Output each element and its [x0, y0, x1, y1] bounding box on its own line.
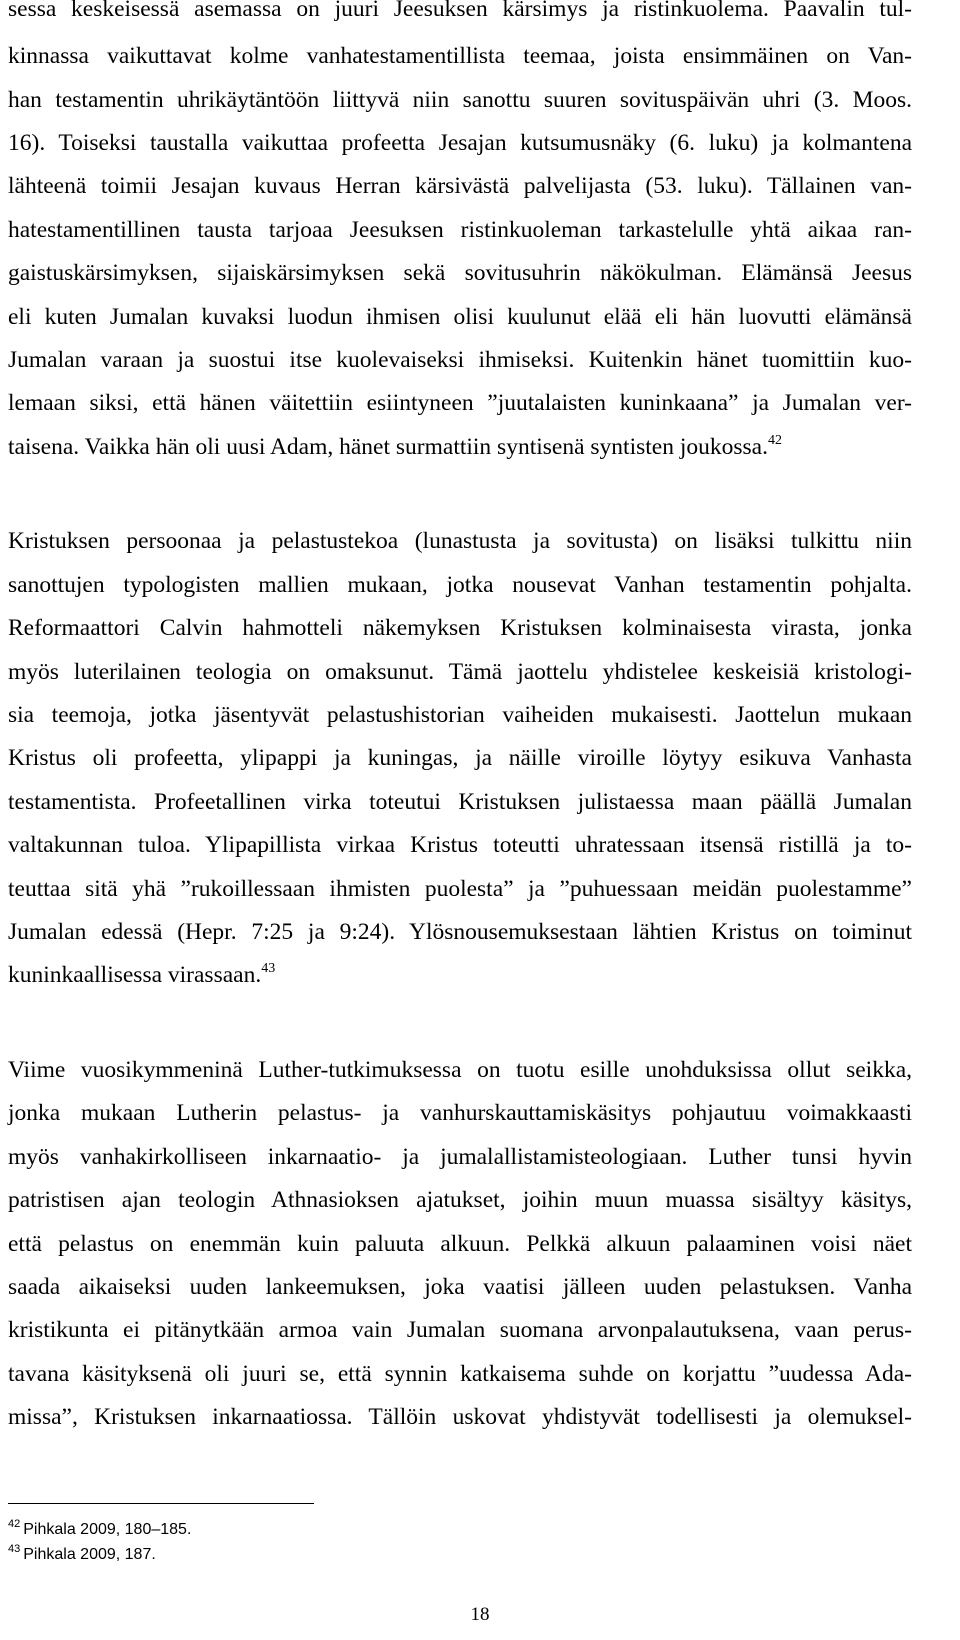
page-number: 18	[470, 1604, 490, 1625]
text-line: missa”, Kristuksen inkarnaatiossa. Tällöin uskovat yhdistyvät todellisesti ja olemuksel-	[8, 1404, 912, 1430]
text-line: saada aikaiseksi uuden lankeemuksen, joka vaatisi jälleen uuden pelastuksen. Vanha	[8, 1274, 912, 1300]
text-line: valtakunnan tuloa. Ylipapillista virkaa Kristus toteutti uhratessaan itsensä ristillä ja to-	[8, 832, 912, 858]
text-line: myös vanhakirkolliseen inkarnaatio- ja jumalallistamisteologiaan. Luther tunsi hyvin	[8, 1144, 912, 1170]
footnote-reference[interactable]: 42	[767, 433, 782, 448]
text-line-last	[8, 433, 912, 461]
text-line: sessa keskeisessä asemassa on juuri Jeesuksen kärsimys ja ristinkuolema. Paavalin tul-	[8, 0, 912, 22]
text-line: hatestamentillinen tausta tarjoaa Jeesuksen ristinkuoleman tarkastelulle yhtä aikaa ran-	[8, 217, 912, 243]
text-line: Jumalan varaan ja suostui itse kuolevaiseksi ihmiseksi. Kuitenkin hänet tuomittiin kuo-	[8, 347, 912, 373]
text-line-content: taisena. Vaikka hän oli uusi Adam, hänet surmattiin syntisenä syntisten joukossa.	[8, 434, 768, 460]
footnote-number: 43	[8, 1543, 21, 1555]
text-line: 16). Toiseksi taustalla vaikuttaa profeetta Jesajan kutsumusnäky (6. luku) ja kolmantena	[8, 130, 912, 156]
text-line: lemaan siksi, että hänen väitettiin esiintyneen ”juutalaisten kuninkaana” ja Jumalan ver-	[8, 390, 912, 416]
footnote-separator	[8, 1503, 314, 1504]
text-line: han testamentin uhrikäytäntöön liittyvä niin sanottu suuren sovituspäivän uhri (3. Moos.	[8, 87, 912, 113]
text-line: sia teemoja, jotka jäsentyvät pelastushistorian vaiheiden mukaisesti. Jaottelun mukaan	[8, 702, 912, 728]
text-line: että pelastus on enemmän kuin paluuta alkuun. Pelkkä alkuun palaaminen voisi näet	[8, 1231, 912, 1257]
text-line-content: kuninkaallisessa virassaan.	[8, 962, 262, 988]
text-line: sanottujen typologisten mallien mukaan, jotka nousevat Vanhan testamentin pohjalta.	[8, 572, 912, 598]
text-line: Kristuksen persoonaa ja pelastustekoa (lunastusta ja sovitusta) on lisäksi tulkittu niin	[8, 528, 912, 554]
text-line: kristikunta ei pitänytkään armoa vain Jumalan suomana arvonpalautuksena, vaan perus-	[8, 1317, 912, 1343]
text-line: Reformaattori Calvin hahmotteli näkemyksen Kristuksen kolminaisesta virasta, jonka	[8, 615, 912, 641]
text-line: myös luterilainen teologia on omaksunut. Tämä jaottelu yhdistelee keskeisiä kristologi-	[8, 659, 912, 685]
footnote-reference[interactable]: 43	[261, 961, 276, 976]
text-line: lähteenä toimii Jesajan kuvaus Herran kärsivästä palvelijasta (53. luku). Tällainen van-	[8, 173, 912, 199]
footnote-text: Pihkala 2009, 187.	[23, 1546, 156, 1563]
text-line: kinnassa vaikuttavat kolme vanhatestamentillista teemaa, joista ensimmäinen on Van-	[8, 43, 912, 69]
text-line: patristisen ajan teologin Athnasioksen ajatukset, joihin muun muassa sisältyy käsitys,	[8, 1187, 912, 1213]
text-line-last	[8, 961, 912, 989]
text-line: testamentista. Profeetallinen virka toteutui Kristuksen julistaessa maan päällä Jumalan	[8, 789, 912, 815]
footnote-number: 42	[8, 1518, 21, 1530]
footnote-42	[8, 1520, 191, 1540]
footnote-43	[8, 1545, 156, 1565]
text-line: tavana käsityksenä oli juuri se, että synnin katkaisema suhde on korjattu ”uudessa Ada-	[8, 1361, 912, 1387]
text-line: Jumalan edessä (Hepr. 7:25 ja 9:24). Ylösnousemuksestaan lähtien Kristus on toiminut	[8, 919, 912, 945]
text-line: Kristus oli profeetta, ylipappi ja kuningas, ja näille viroille löytyy esikuva Vanhasta	[8, 745, 912, 771]
text-line: Viime vuosikymmeninä Luther-tutkimuksessa on tuotu esille unohduksissa ollut seikka,	[8, 1057, 912, 1083]
text-line: jonka mukaan Lutherin pelastus- ja vanhurskauttamiskäsitys pohjautuu voimakkaasti	[8, 1100, 912, 1126]
footnote-text: Pihkala 2009, 180–185.	[23, 1521, 192, 1538]
text-line: gaistuskärsimyksen, sijaiskärsimyksen sekä sovitusuhrin näkökulman. Elämänsä Jeesus	[8, 260, 912, 286]
text-line: eli kuten Jumalan kuvaksi luodun ihmisen olisi kuulunut elää eli hän luovutti elämänsä	[8, 304, 912, 330]
text-line: teuttaa sitä yhä ”rukoillessaan ihmisten puolesta” ja ”puhuessaan meidän puolestamme”	[8, 876, 912, 902]
